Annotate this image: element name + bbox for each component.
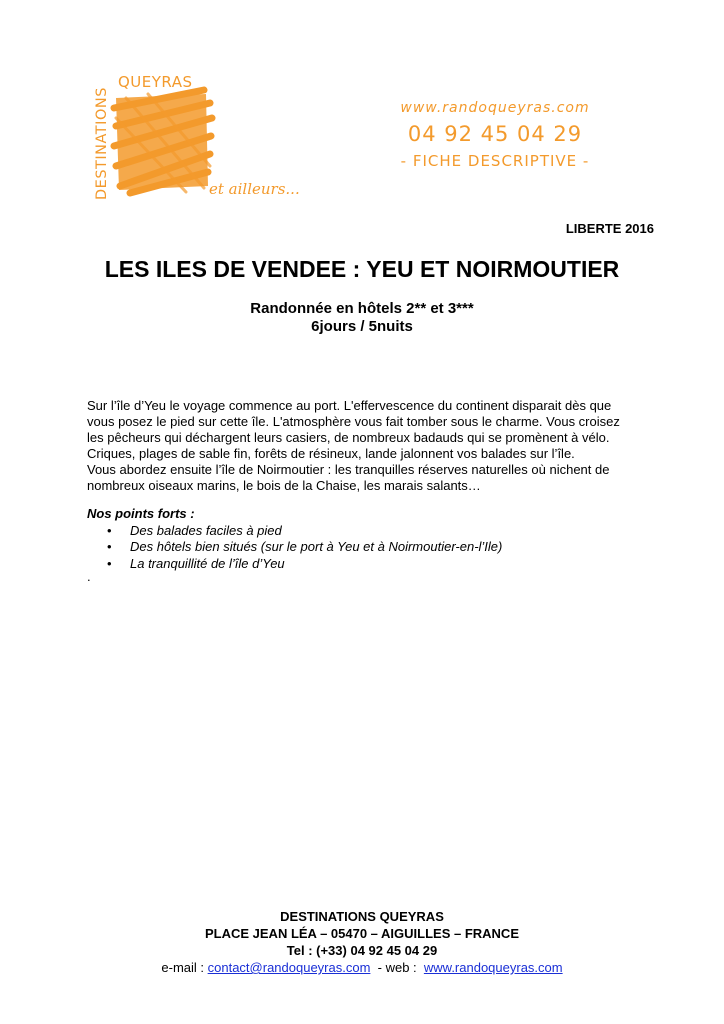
edition-label: LIBERTE 2016 [565,221,654,236]
intro-line: nombreux oiseaux marins, le bois de la Chaise, les marais salants… [87,478,481,493]
logo-graphic [86,68,316,208]
subtitle-line-1: Randonnée en hôtels 2** et 3*** [250,300,474,317]
logo-scribble-icon [114,90,212,193]
subtitle [0,300,724,336]
footer-address: PLACE JEAN LÉA – 05470 – AIGUILLES – FRANCE [204,926,519,941]
highlights-list [87,523,647,573]
list-item-text: Des hôtels bien situés (sur le port à Yeu et à Noirmoutier-en-l’Ile) [130,539,503,554]
bullet-icon: • [107,555,112,571]
highlights-section [87,506,647,572]
company-logo [86,68,316,208]
bullet-icon: • [107,522,112,538]
intro-paragraph [87,398,647,494]
list-item [87,539,647,556]
bullet-icon: • [107,539,112,554]
footer-tel: Tel : (+33) 04 92 45 04 29 [286,943,438,958]
email-link[interactable]: contact@randoqueyras.com [207,960,371,975]
list-item-text: Des balades faciles à pied [130,522,282,538]
footer-links [0,959,724,976]
footer [0,908,724,976]
highlights-title: Nos points forts : [87,506,195,521]
email-label: e-mail : [161,960,208,975]
header-doc-type: - FICHE DESCRIPTIVE - [400,152,590,170]
list-item [87,556,647,573]
web-label: - web : [370,960,424,975]
intro-line: Sur l’île d’Yeu le voyage commence au port. L'effervescence du continent disparait dès que [87,398,612,413]
logo-script-text: et ailleurs... [209,180,300,198]
header-contact [360,100,630,170]
footer-company: DESTINATIONS QUEYRAS [280,909,444,924]
intro-line: Vous abordez ensuite l’île de Noirmoutier : les tranquilles réserves naturelles où nichent de [87,462,610,477]
intro-line: les pêcheurs qui déchargent leurs casiers, de nombreux badauds qui se promènent à vélo. [87,430,610,445]
logo-vertical-text: DESTINATIONS [94,87,110,200]
header-website[interactable]: www.randoqueyras.com [400,100,590,116]
logo-top-text: QUEYRAS [118,73,193,91]
list-item-text: La tranquillité de l’île d’Yeu [130,555,285,571]
page-title: LES ILES DE VENDEE : YEU ET NOIRMOUTIER [104,256,620,282]
header-phone: 04 92 45 04 29 [407,122,583,146]
intro-line: vous posez le pied sur cette île. L'atmosphère vous fait tomber sous le charme. Vous croisez [87,414,620,429]
web-link[interactable]: www.randoqueyras.com [423,960,563,975]
intro-line: Criques, plages de sable fin, forêts de résineux, lande jalonnent vos balades sur l’île. [87,446,575,461]
list-item [87,523,647,540]
stray-dot: . [87,569,91,584]
subtitle-line-2: 6jours / 5nuits [311,318,413,335]
